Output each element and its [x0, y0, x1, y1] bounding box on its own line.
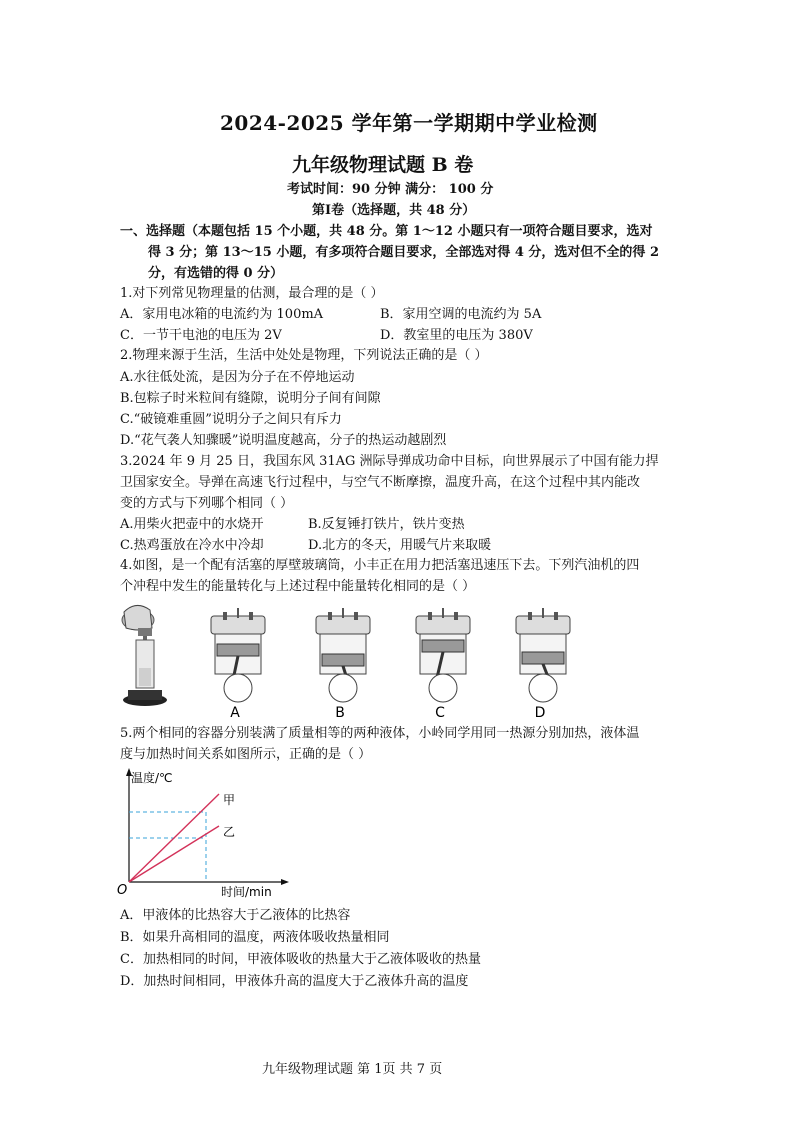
series-jia-label: 甲	[223, 793, 236, 807]
section-instruction-line-3: 分，有选错的得 0 分）	[148, 266, 284, 281]
exam-info: 考试时间：90 分钟 满分： 100 分	[287, 182, 494, 197]
engine-label-b: B	[335, 705, 345, 721]
part-heading: 第Ⅰ卷（选择题，共 48 分）	[312, 203, 476, 218]
question-2-option-b: B.包粽子时米粒间有缝隙，说明分子间有间隙	[120, 391, 381, 406]
question-3-line-1: 3.2024 年 9 月 25 日，我国东风 31AG 洲际导弹成功命中目标，向世界展示了中国有能力捍	[120, 454, 659, 469]
series-yi-label: 乙	[223, 825, 236, 839]
question-1-option-c: C．一节干电池的电压为 2V	[120, 328, 282, 343]
exam-title: 2024-2025 学年第一学期期中学业检测	[220, 111, 598, 135]
question-3-option-a: A.用柴火把壶中的水烧开	[120, 517, 264, 532]
question-3-option-d: D.北方的冬天，用暖气片来取暖	[308, 538, 492, 553]
section-instruction-line-2: 得 3 分；第 13～15 小题，有多项符合题目要求，全部选对得 4 分，选对但不全的得 2	[148, 245, 659, 260]
engine-label-a: A	[230, 705, 240, 721]
question-3-line-3: 变的方式与下列哪个相同（ ）	[120, 496, 294, 511]
question-4-line-1: 4.如图，是一个配有活塞的厚壁玻璃筒，小丰正在用力把活塞迅速压下去。下列汽油机的四	[120, 558, 640, 573]
question-1-option-b: B．家用空调的电流约为 5A	[380, 307, 542, 322]
y-axis-label: 温度/℃	[131, 771, 173, 785]
question-5-option-d: D．加热时间相同，甲液体升高的温度大于乙液体升高的温度	[120, 974, 469, 989]
engine-stroke-c	[416, 608, 470, 702]
temperature-time-graph	[115, 766, 295, 898]
x-axis-label: 时间/min	[221, 885, 272, 898]
engine-stroke-d	[516, 608, 570, 702]
question-5-line-2: 度与加热时间关系如图所示，正确的是（ ）	[120, 747, 372, 762]
question-3-option-b: B.反复锤打铁片，铁片变热	[308, 517, 465, 532]
engine-label-c: C	[435, 705, 445, 721]
question-4-figure	[118, 598, 578, 723]
question-2-option-a: A.水往低处流，是因为分子在不停地运动	[120, 370, 355, 385]
question-5-option-c: C．加热相同的时间，甲液体吸收的热量大于乙液体吸收的热量	[120, 952, 481, 967]
question-5-option-b: B．如果升高相同的温度，两液体吸收热量相同	[120, 930, 390, 945]
engine-label-d: D	[534, 705, 546, 721]
question-5-option-a: A．甲液体的比热容大于乙液体的比热容	[120, 908, 351, 923]
question-1-stem: 1.对下列常见物理量的估测，最合理的是（ ）	[120, 286, 384, 301]
question-2-option-d: D.“花气袭人知骤暖”说明温度越高，分子的热运动越剧烈	[120, 433, 447, 448]
glass-tube-piston-illustration	[122, 605, 167, 706]
section-instruction-line-1: 一、选择题（本题包括 15 个小题，共 48 分。第 1～12 小题只有一项符合题目要求，选对	[120, 224, 653, 239]
exam-subtitle: 九年级物理试题 B 卷	[292, 154, 474, 176]
question-4-line-2: 个冲程中发生的能量转化与上述过程中能量转化相同的是（ ）	[120, 579, 476, 594]
engine-stroke-a	[211, 608, 265, 702]
origin-label: O	[117, 883, 128, 898]
question-2-option-c: C.“破镜难重圆”说明分子之间只有斥力	[120, 412, 342, 427]
page-footer: 九年级物理试题 第 1页 共 7 页	[262, 1062, 443, 1077]
question-2-stem: 2.物理来源于生活，生活中处处是物理，下列说法正确的是（ ）	[120, 348, 488, 363]
question-3-option-c: C.热鸡蛋放在冷水中冷却	[120, 538, 264, 553]
engine-stroke-b	[316, 608, 370, 702]
question-1-option-d: D．教室里的电压为 380V	[380, 328, 533, 343]
question-3-line-2: 卫国家安全。导弹在高速飞行过程中，与空气不断摩擦，温度升高，在这个过程中其内能改	[120, 475, 641, 490]
x-axis-arrow	[281, 879, 289, 885]
question-1-option-a: A．家用电冰箱的电流约为 100mA	[120, 307, 324, 322]
question-5-line-1: 5.两个相同的容器分别装满了质量相等的两种液体，小岭同学用同一热源分别加热，液体温	[120, 726, 640, 741]
